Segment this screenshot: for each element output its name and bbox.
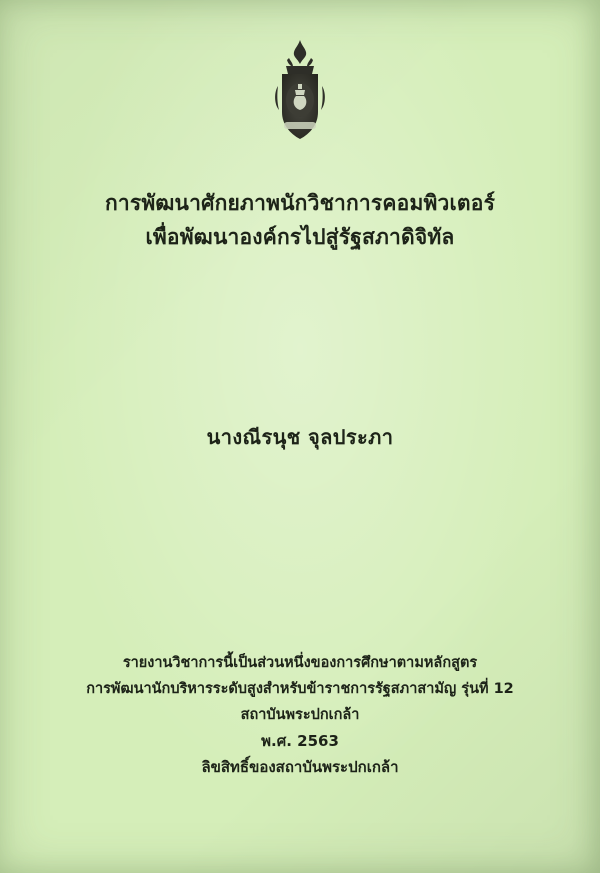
title-line-2: เพื่อพัฒนาองค์กรไปสู่รัฐสภาดิจิทัล — [145, 225, 455, 249]
author-name: นางณีรนุช จุลประภา — [206, 425, 394, 449]
thai-royal-emblem-icon — [262, 38, 338, 146]
footer-line-year: พ.ศ. 2563 — [261, 732, 339, 750]
footer-line-3: สถาบันพระปกเกล้า — [240, 707, 360, 723]
footer-block — [0, 650, 600, 780]
footer-line-2: การพัฒนานักบริหารระดับสูงสำหรับข้าราชการรัฐสภาสามัญ รุ่นที่ 12 — [86, 681, 514, 697]
author-block — [70, 422, 530, 452]
document-title — [70, 186, 530, 254]
title-line-1: การพัฒนาศักยภาพนักวิชาการคอมพิวเตอร์ — [104, 191, 496, 215]
footer-line-1: รายงานวิชาการนี้เป็นส่วนหนึ่งของการศึกษาตามหลักสูตร — [122, 655, 478, 671]
footer-line-copyright: ลิขสิทธิ์ของสถาบันพระปกเกล้า — [201, 758, 399, 776]
